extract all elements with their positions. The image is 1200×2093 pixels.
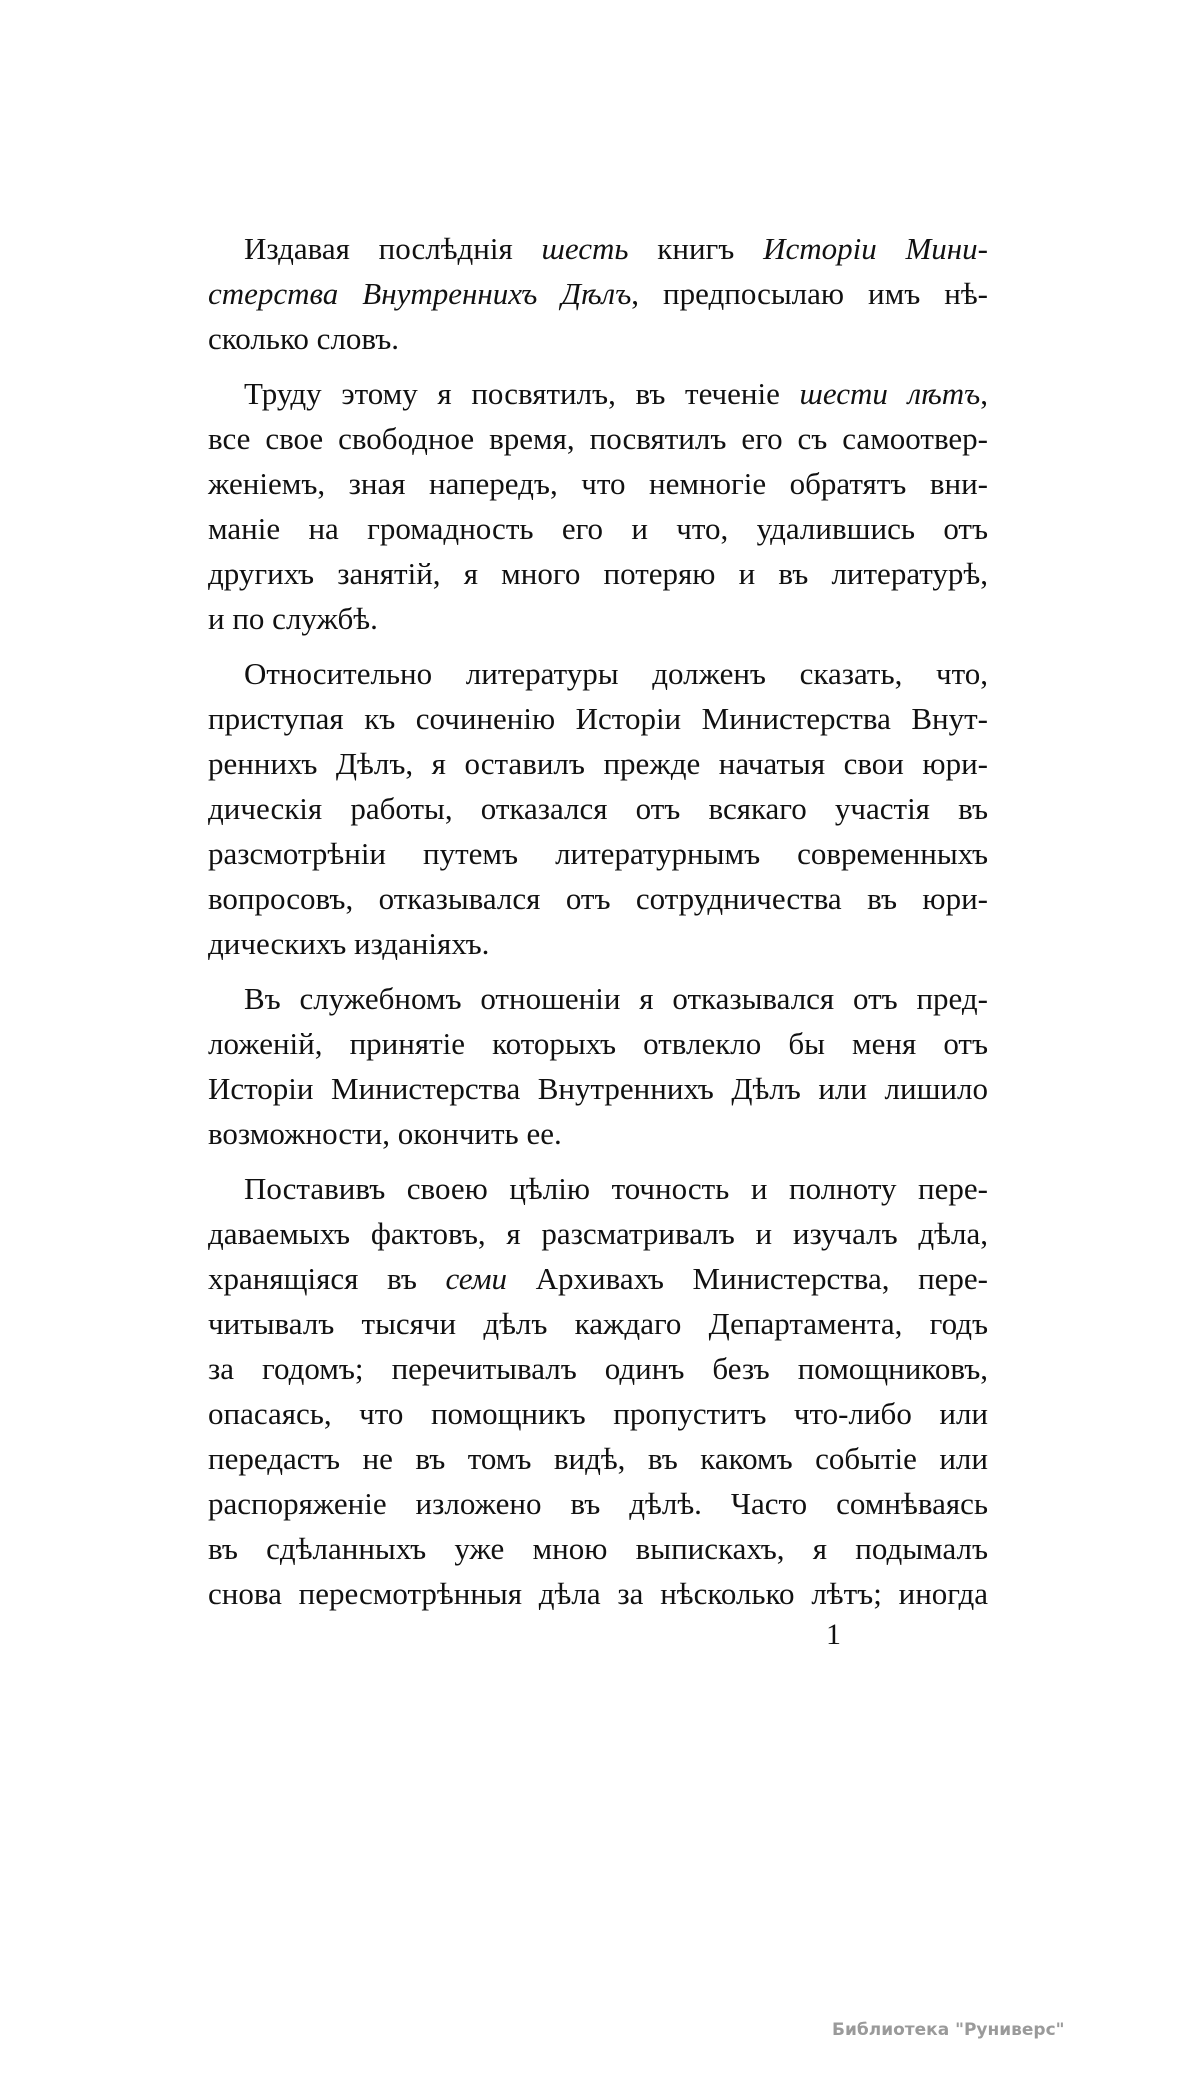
italic-text: шесть (541, 231, 629, 266)
page-number: 1 (826, 1618, 841, 1651)
paragraph (208, 1166, 988, 1616)
text-line (208, 1571, 988, 1616)
text-segment: хранящіяся въ (208, 1261, 446, 1296)
text-segment: сколько словъ. (208, 321, 400, 356)
text-line (208, 831, 988, 876)
italic-text: Исторіи Мини- (763, 231, 988, 266)
text-line (208, 651, 988, 696)
text-segment: ложеній, принятіе которыхъ отвлекло бы меня отъ (208, 1026, 988, 1061)
italic-text: стерства Внутреннихъ Дѣлъ (208, 276, 632, 311)
text-line (208, 786, 988, 831)
text-segment: вопросовъ, отказывался отъ сотрудничества въ юри- (208, 881, 988, 916)
text-line (208, 371, 988, 416)
text-line (208, 271, 988, 316)
text-segment: книгъ (628, 231, 764, 266)
text-segment: Архивахъ Министерства, пере- (507, 1261, 988, 1296)
text-line (208, 1346, 988, 1391)
text-line (208, 1436, 988, 1481)
text-line (208, 226, 988, 271)
text-segment: передастъ не въ томъ видѣ, въ какомъ событіе или (208, 1441, 988, 1476)
text-segment: другихъ занятій, я много потеряю и въ литературѣ, (208, 556, 988, 591)
text-line (208, 696, 988, 741)
text-segment: опасаясь, что помощникъ пропуститъ что-либо или (208, 1396, 988, 1431)
text-line (208, 1111, 988, 1156)
text-line (208, 506, 988, 551)
paragraph (208, 651, 988, 966)
text-segment: даваемыхъ фактовъ, я разсматривалъ и изучалъ дѣла, (208, 1216, 988, 1251)
text-line (208, 1021, 988, 1066)
text-line (208, 1526, 988, 1571)
text-segment: за годомъ; перечитывалъ одинъ безъ помощниковъ, (208, 1351, 988, 1386)
text-segment: читывалъ тысячи дѣлъ каждаго Департамента, годъ (208, 1306, 988, 1341)
text-line (208, 1301, 988, 1346)
paragraph (208, 226, 988, 361)
text-line (208, 876, 988, 921)
text-segment: приступая къ сочиненію Исторіи Министерства Внут- (208, 701, 988, 736)
text-segment: , (980, 376, 988, 411)
text-segment: Труду этому я посвятилъ, въ теченіе (244, 376, 800, 411)
text-segment: дическихъ изданіяхъ. (208, 926, 490, 961)
text-line (208, 416, 988, 461)
text-line (208, 1166, 988, 1211)
italic-text: семи (445, 1261, 508, 1296)
text-segment: все свое свободное время, посвятилъ его съ самоотвер- (208, 421, 988, 456)
text-line (208, 596, 988, 641)
text-segment: Исторіи Министерства Внутреннихъ Дѣлъ или лишило (208, 1071, 988, 1106)
text-segment: , предпосылаю имъ нѣ- (631, 276, 988, 311)
text-segment: Въ служебномъ отношеніи я отказывался отъ пред- (244, 981, 988, 1016)
text-line (208, 1211, 988, 1256)
text-segment: маніе на громадность его и что, удалившись отъ (208, 511, 988, 546)
body-text (208, 226, 988, 1626)
text-segment: снова пересмотрѣнныя дѣла за нѣсколько лѣтъ; иногда (208, 1576, 988, 1611)
text-line (208, 1066, 988, 1111)
text-line (208, 461, 988, 506)
paragraph (208, 371, 988, 641)
text-line (208, 1256, 988, 1301)
text-line (208, 551, 988, 596)
text-segment: въ сдѣланныхъ уже мною выпискахъ, я подымалъ (208, 1531, 988, 1566)
text-segment: разсмотрѣніи путемъ литературнымъ современныхъ (208, 836, 988, 871)
text-line (208, 1391, 988, 1436)
text-segment: реннихъ Дѣлъ, я оставилъ прежде начатыя свои юри- (208, 746, 988, 781)
text-segment: Издавая послѣднія (244, 231, 542, 266)
italic-text: шести лѣтъ (799, 376, 981, 411)
text-line (208, 921, 988, 966)
text-segment: Поставивъ своею цѣлію точность и полноту пере- (244, 1171, 988, 1206)
text-segment: распоряженіе изложено въ дѣлѣ. Часто сомнѣваясь (208, 1486, 988, 1521)
text-segment: женіемъ, зная напередъ, что немногіе обратятъ вни- (208, 466, 988, 501)
text-line (208, 1481, 988, 1526)
text-segment: и по службѣ. (208, 601, 378, 636)
text-line (208, 741, 988, 786)
text-line (208, 316, 988, 361)
text-segment: возможности, окончить ее. (208, 1116, 562, 1151)
text-segment: дическія работы, отказался отъ всякаго участія въ (208, 791, 988, 826)
text-line (208, 976, 988, 1021)
watermark: Библиотека "Руниверс" (832, 2020, 1065, 2040)
text-segment: Относительно литературы долженъ сказать, что, (244, 656, 988, 691)
paragraph (208, 976, 988, 1156)
